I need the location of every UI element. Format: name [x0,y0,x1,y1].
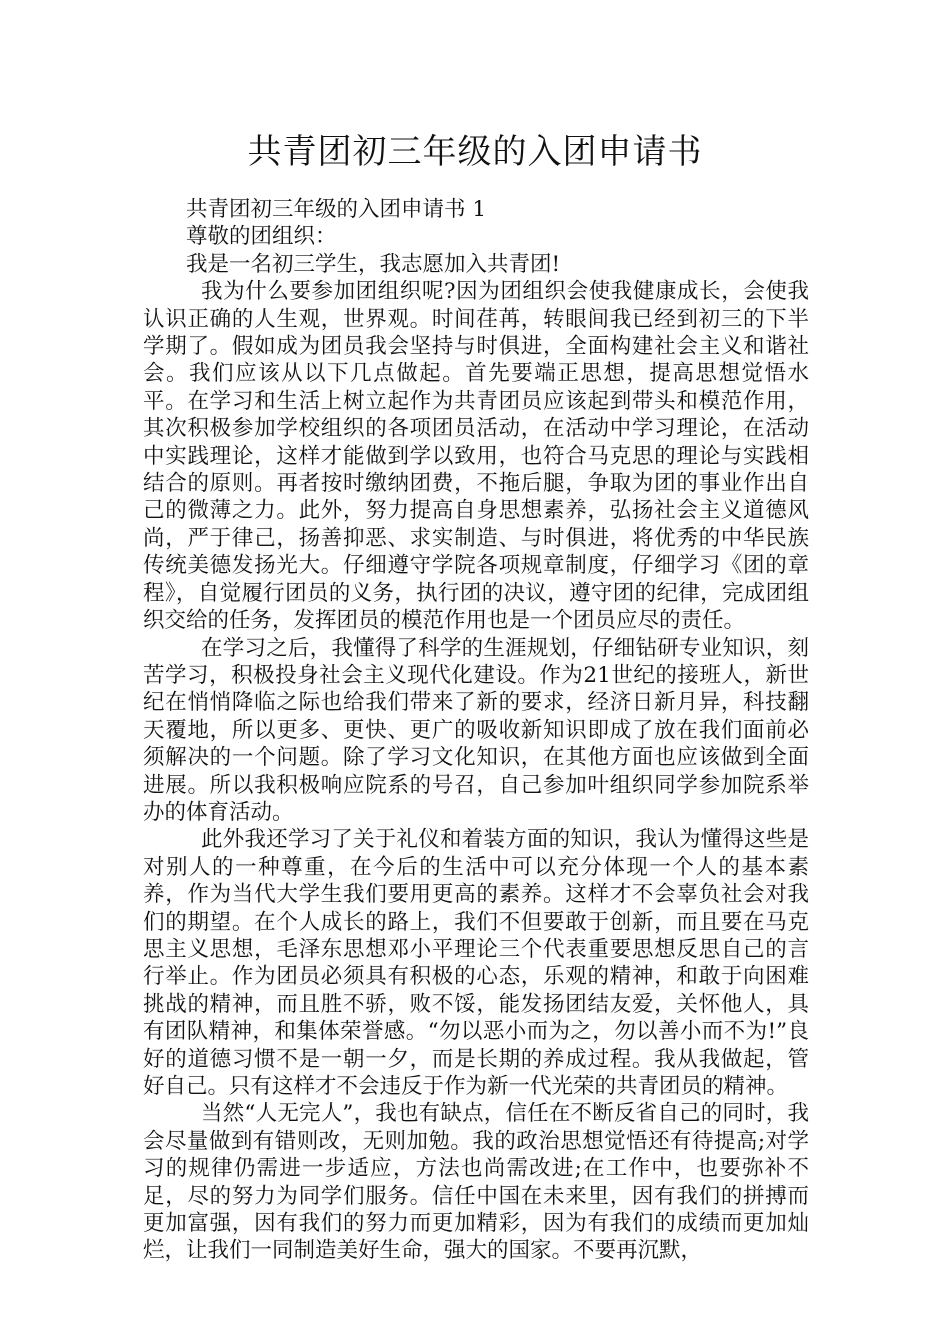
body-paragraph: 当然“人无完人”，我也有缺点，信任在不断反省自己的同时，我会尽量做到有错则改，无则加勉。我的政治思想觉悟还有待提高;对学习的规律仍需进一步适应，方法也尚需改进;在工作中，也要弥补不足，尽的努力为同学们服务。信任中国在未来里，因有我们的拼搏而更加富强，因有我们的努力而更加精彩，因为有我们的成绩而更加灿烂，让我们一同制造美好生命，强大的国家。不要再沉默， [143,1101,809,1264]
document-body [143,196,809,1265]
opening-line: 我是一名初三学生，我志愿加入共青团! [186,251,561,277]
document-title: 共青团初三年级的入团申请书 [247,132,703,172]
body-paragraph: 此外我还学习了关于礼仪和着装方面的知识，我认为懂得这些是对别人的一种尊重，在今后的生活中可以充分体现一个人的基本素养，作为当代大学生我们要用更高的素养。这样才不会辜负社会对我们的期望。在个人成长的路上，我们不但要敢于创新，而且要在马克思主义思想，毛泽东思想邓小平理论三个代表重要思想反思自己的言行举止。作为团员必须具有积极的心态，乐观的精神，和敢于向困难挑战的精神，而且胜不骄，败不馁，能发扬团结友爱，关怀他人，具有团队精神，和集体荣誉感。“勿以恶小而为之，勿以善小而不为!”良好的道德习惯不是一朝一夕，而是长期的养成过程。我从我做起，管好自己。只有这样才不会违反于作为新一代光荣的共青团员的精神。 [143,827,809,1099]
salutation: 尊敬的团组织： [186,224,337,250]
body-paragraph: 在学习之后，我懂得了科学的生涯规划，仔细钻研专业知识，刻苦学习，积极投身社会主义现代化建设。作为21世纪的接班人，新世纪在悄悄降临之际也给我们带来了新的要求，经济日新月异，科技翻天覆地，所以更多、更快、更广的吸收新知识即成了放在我们面前必须解决的一个问题。除了学习文化知识，在其他方面也应该做到全面进展。所以我积极响应院系的号召，自己参加叶组织同学参加院系举办的体育活动。 [143,635,809,825]
body-paragraph: 我为什么要参加团组织呢?因为团组织会使我健康成长，会使我认识正确的人生观，世界观。时间荏苒，转眼间我已经到初三的下半学期了。假如成为团员我会坚持与时俱进，全面构建社会主义和谐社会。我们应该从以下几点做起。首先要端正思想，提高思想觉悟水平。在学习和生活上树立起作为共青团员应该起到带头和模范作用，其次积极参加学校组织的各项团员活动，在活动中学习理论，在活动中实践理论，这样才能做到学以致用，也符合马克思的理论与实践相结合的原则。再者按时缴纳团费，不拖后腿，争取为团的事业作出自己的微薄之力。此外，努力提高自身思想素养，弘扬社会主义道德风尚，严于律己，扬善抑恶、求实制造、与时俱进，将优秀的中华民族传统美德发扬光大。仔细遵守学院各项规章制度，仔细学习《团的章程》，自觉履行团员的义务，执行团的决议，遵守团的纪律，完成团组织交给的任务，发挥团员的模范作用也是一个团员应尽的责任。 [143,279,809,634]
document-subtitle: 共青团初三年级的入团申请书 1 [186,197,487,222]
